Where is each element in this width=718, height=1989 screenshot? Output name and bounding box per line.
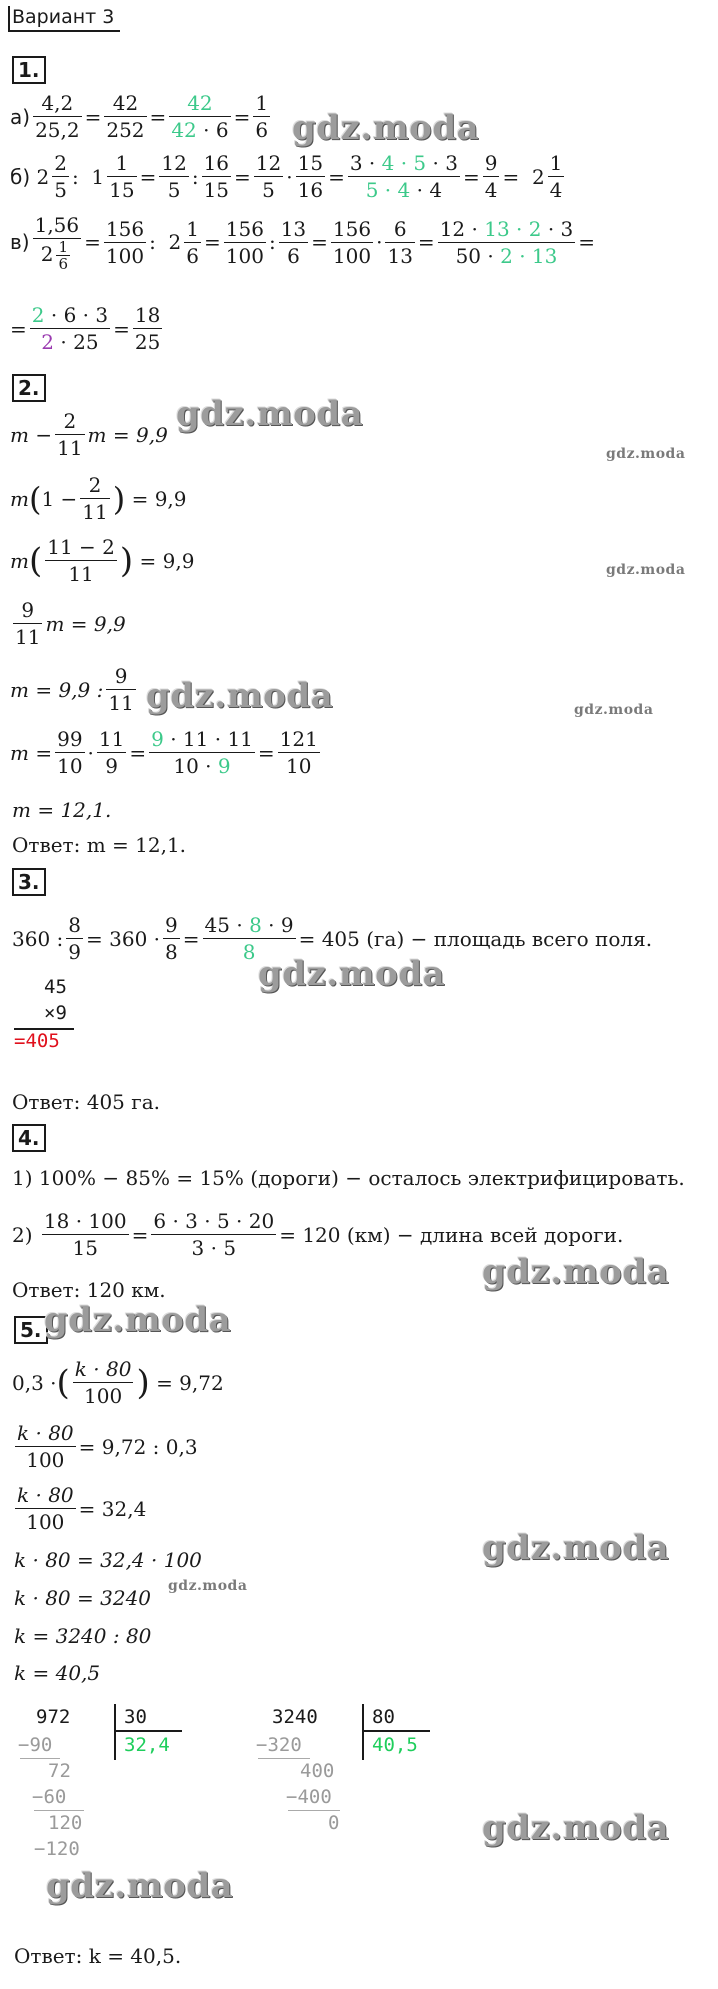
watermark: gdz.moda [46, 1866, 234, 1906]
task-2-line-3: m ( $\frac{11 - 2}{11}$ ) = 9,9 [10, 535, 195, 586]
task-2-number: 2. [12, 374, 46, 402]
watermark: gdz.moda [482, 1528, 670, 1568]
watermark: gdz.moda [258, 954, 446, 994]
watermark: gdz.moda [606, 446, 686, 462]
task-4-answer: Ответ: 120 км. [12, 1278, 166, 1302]
variant-title: Вариант 3 [8, 6, 120, 32]
task-2-line-4: $\frac{9}{11}$ m = 9,9 [15, 598, 126, 649]
task-5-line-4: k · 80 = 32,4 · 100 [14, 1548, 202, 1572]
task-3-mul-result: =405 [14, 1030, 60, 1052]
watermark: gdz.moda [292, 108, 480, 148]
task-5-line-6: k = 3240 : 80 [14, 1624, 152, 1648]
task-2-answer: Ответ: m = 12,1. [12, 833, 187, 857]
task-2-result: m = 12,1. [12, 798, 112, 822]
task-1-number: 1. [12, 56, 46, 84]
task-1-a: а) $\frac{4,2}{25,2}$ = $\frac{42}{252}$ = $\frac{42}{42 \cdot 6}$ = $\frac{1}{6}$ [10, 91, 269, 142]
task-5-answer: Ответ: k = 40,5. [14, 1944, 182, 1968]
task-3-mul-top: 45 [44, 976, 67, 998]
task-3-number: 3. [12, 868, 46, 896]
task-2-line-5: m = 9,9 : $\frac{9}{11}$ [10, 664, 134, 715]
task-5-line-5: k · 80 = 3240 [14, 1586, 152, 1610]
task-5-line-1: 0,3 · ( $\frac{k \cdot 80}{100}$ ) = 9,72 [12, 1357, 224, 1408]
task-1-c-cont: = $\frac{2 \cdot 6 \cdot 3}{2 \cdot 25}$ = $\frac{18}{25}$ [10, 303, 161, 354]
task-2-line-6: m = $\frac{99}{10}$ · $\frac{11}{9}$ = $\frac{9 \cdot 11 \cdot 11}{10 \cdot 9}$ = $\frac{121}{10}$ [10, 727, 318, 778]
task-2-line-2: m ( 1 − $\frac{2}{11}$ ) = 9,9 [10, 473, 187, 524]
watermark: gdz.moda [176, 394, 364, 434]
watermark: gdz.moda [482, 1808, 670, 1848]
watermark: gdz.moda [168, 1578, 248, 1594]
task-5-line-2: $\frac{k \cdot 80}{100}$ = 9,72 : 0,3 [17, 1421, 198, 1472]
task-2-line-1: m − $\frac{2}{11}$ m = 9,9 [10, 409, 168, 460]
watermark: gdz.moda [606, 562, 686, 578]
task-3-mul-by: ×9 [44, 1002, 67, 1024]
task-1-b: б) 2 $\frac{2}{5}$ : 1 $\frac{1}{15}$ = $\frac{12}{5}$ : $\frac{16}{15}$ = $\frac{12}{5}$ · $\frac{15}{16}$ = $\frac{3 \cdot 4 \cdot 5 \cdot 3}{5 \cdot 4 \cdot 4}$ = $\frac{9}{4}$ = 2 $\frac{1}{4}$ [10, 151, 563, 202]
task-5-line-3: $\frac{k \cdot 80}{100}$ = 32,4 [17, 1483, 147, 1534]
task-3-answer: Ответ: 405 га. [12, 1090, 161, 1114]
watermark: gdz.moda [482, 1252, 670, 1292]
task-5-number: 5. [14, 1316, 48, 1344]
task-4-line-1: 1) 100% − 85% = 15% (дороги) − осталось электрифицировать. [12, 1166, 685, 1190]
watermark: gdz.moda [146, 676, 334, 716]
task-4-number: 4. [12, 1124, 46, 1152]
task-4-line-2: 2) $\frac{18 \cdot 100}{15}$ = $\frac{6 \cdot 3 \cdot 5 \cdot 20}{3 \cdot 5}$ = 120 (км) − длина всей дороги. [12, 1209, 624, 1260]
watermark: gdz.moda [44, 1300, 232, 1340]
task-3-line-1: 360 : $\frac{8}{9}$ = 360 · $\frac{9}{8}$ = $\frac{45 \cdot 8 \cdot 9}{8}$ = 405 (га) − площадь всего поля. [12, 913, 653, 964]
task-5-line-7: k = 40,5 [14, 1661, 101, 1685]
watermark: gdz.moda [574, 702, 654, 718]
task-1-c: в) 1,56 2 $\frac{1}{6}$ = $\frac{156}{100}$ : 2 $\frac{1}{6}$ = $\frac{156}{100}$ : $\frac{13}{6}$ = $\frac{156}{100}$ · $\frac{6}{13}$ = $\frac{12 \cdot 13 \cdot 2 \cdot 3}{50 \cdot 2 \cdot 13}$ = [10, 213, 596, 273]
